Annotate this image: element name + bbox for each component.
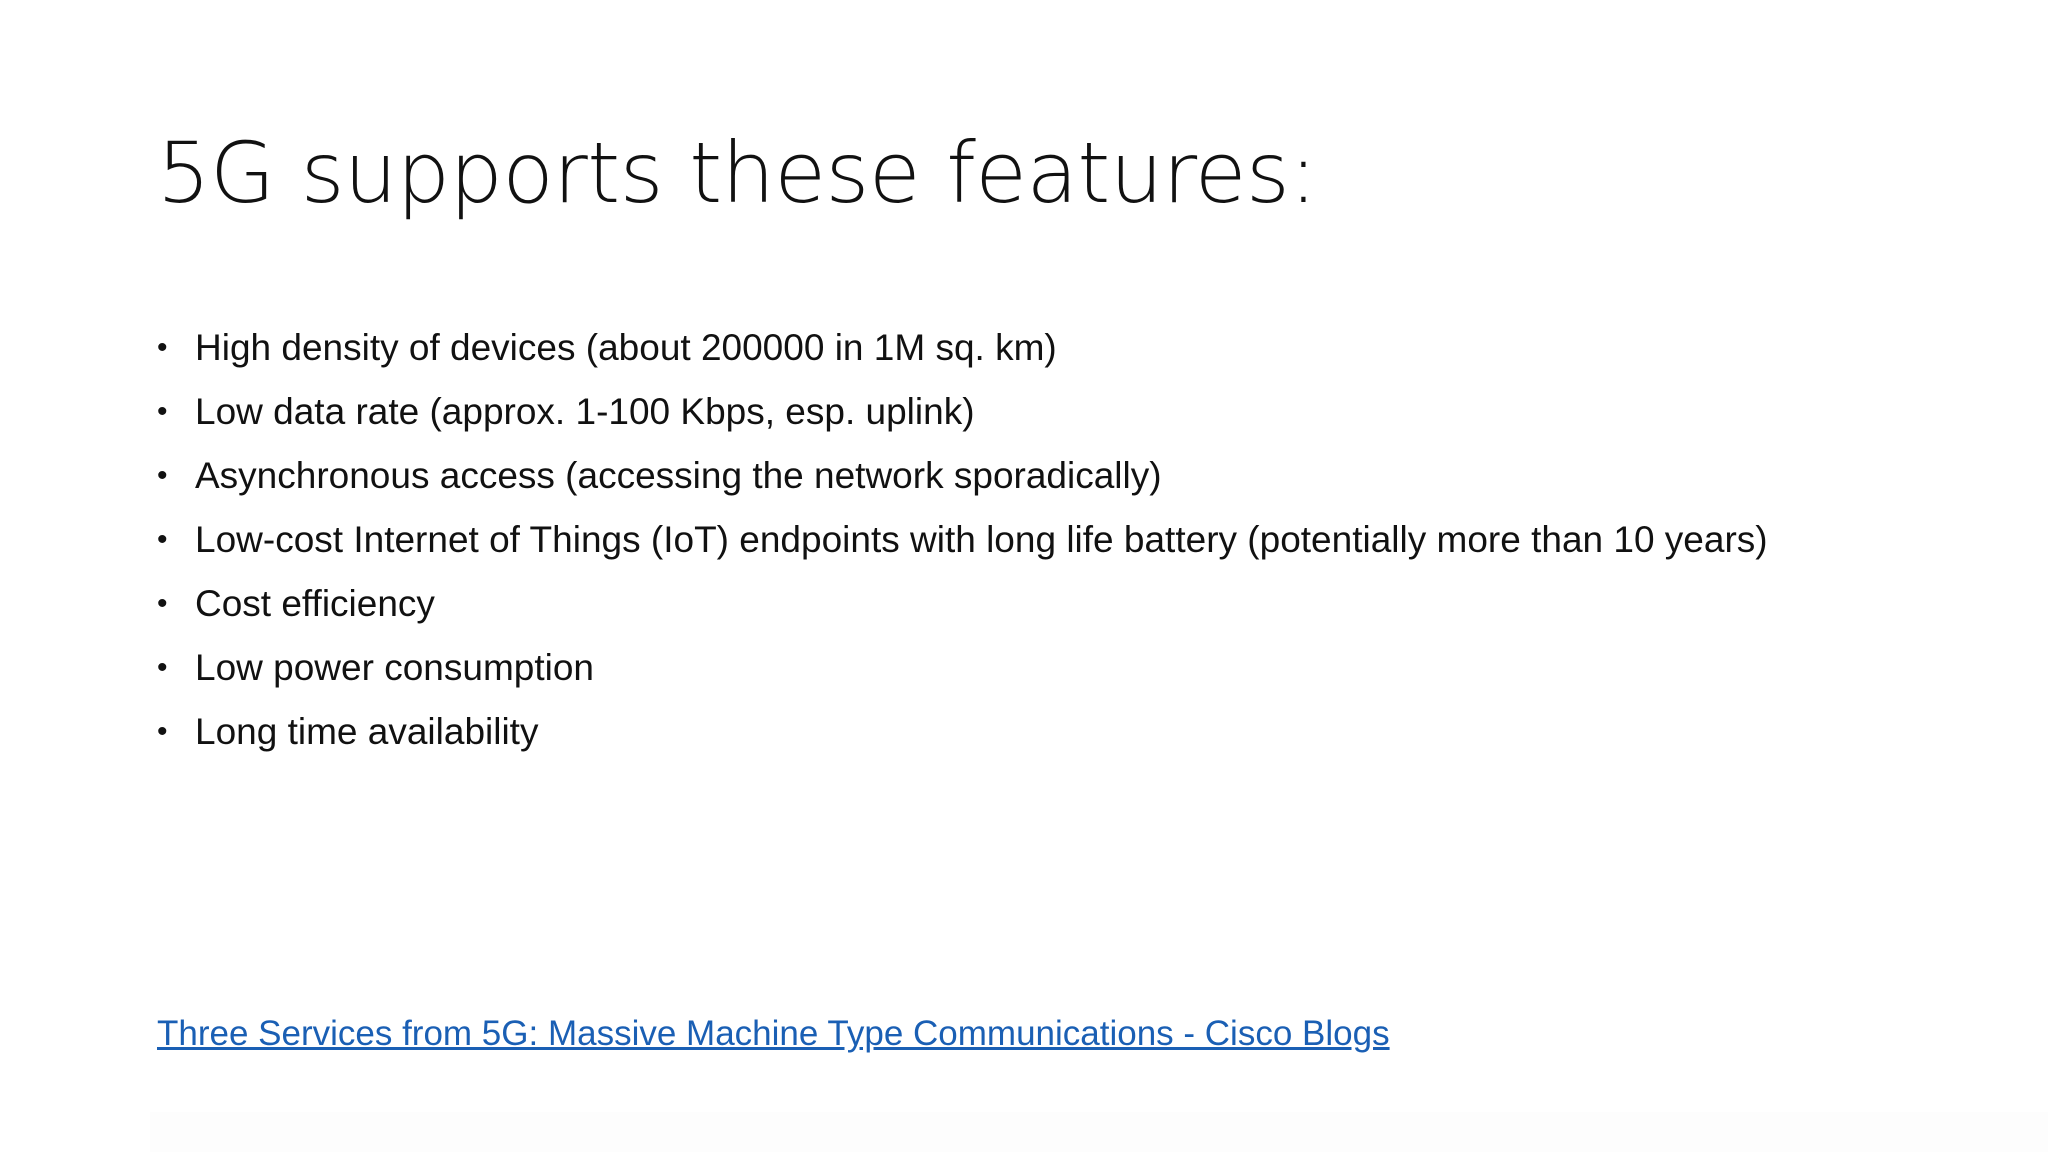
bullet-icon: •: [157, 459, 168, 492]
bullet-text: High density of devices (about 200000 in 1M sq. km): [195, 327, 1057, 368]
bullet-icon: •: [157, 331, 168, 364]
slide-title: 5G supports these features:: [157, 124, 1318, 222]
bullet-icon: •: [157, 651, 168, 684]
bullet-text: Low-cost Internet of Things (IoT) endpoints with long life battery (potentially more than 10 years): [195, 519, 1768, 560]
bullet-text: Low power consumption: [195, 647, 594, 688]
bullet-text: Long time availability: [195, 711, 539, 752]
source-link[interactable]: Three Services from 5G: Massive Machine Type Communications - Cisco Blogs: [157, 1014, 1390, 1053]
bullet-icon: •: [157, 523, 168, 556]
bullet-icon: •: [157, 715, 168, 748]
bullet-text: Asynchronous access (accessing the network sporadically): [195, 455, 1162, 496]
bullet-icon: •: [157, 587, 168, 620]
slide-bottom-edge: [150, 1112, 2048, 1152]
bullet-icon: •: [157, 395, 168, 428]
bullet-text: Low data rate (approx. 1-100 Kbps, esp. uplink): [195, 391, 975, 432]
bullet-text: Cost efficiency: [195, 583, 435, 624]
